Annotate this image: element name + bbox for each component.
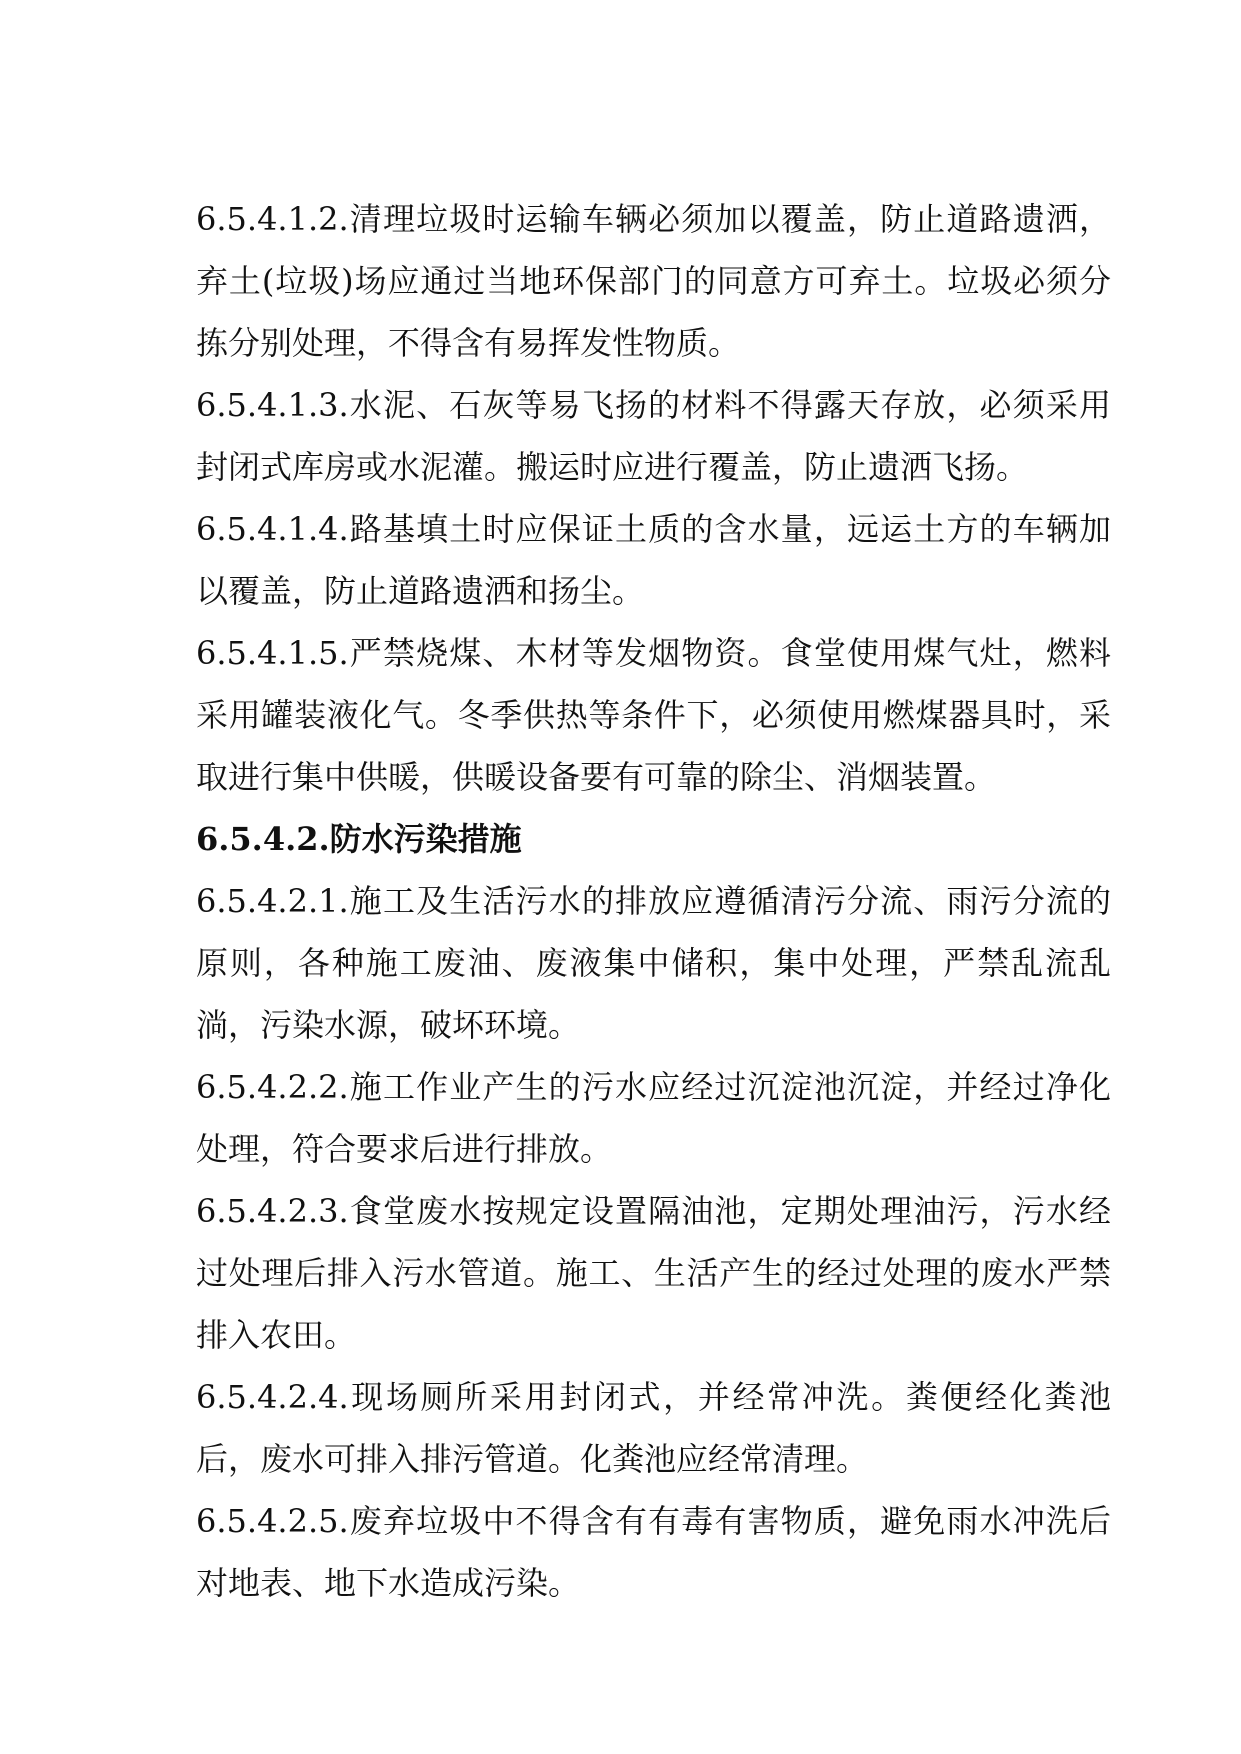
paragraph-6-5-4-1-2: 6.5.4.1.2.清理垃圾时运输车辆必须加以覆盖，防止道路遗洒，弃土(垃圾)场应通过当地环保部门的同意方可弃土。垃圾必须分拣分别处理，不得含有易挥发性物质。: [196, 200, 1111, 362]
paragraph-6-5-4-2-4: 6.5.4.2.4.现场厕所采用封闭式，并经常冲洗。粪便经化粪池后，废水可排入排污管道。化粪池应经常清理。: [196, 1378, 1111, 1478]
paragraph-6-5-4-1-3: 6.5.4.1.3.水泥、石灰等易飞扬的材料不得露天存放，必须采用封闭式库房或水泥灌。搬运时应进行覆盖，防止遗洒飞扬。: [196, 386, 1111, 486]
paragraph-6-5-4-2-5: 6.5.4.2.5.废弃垃圾中不得含有有毒有害物质，避免雨水冲洗后对地表、地下水造成污染。: [196, 1502, 1111, 1602]
section-heading-6-5-4-2: 6.5.4.2.防水污染措施: [196, 820, 522, 858]
paragraph-6-5-4-1-4: 6.5.4.1.4.路基填土时应保证土质的含水量，远运土方的车辆加以覆盖，防止道路遗洒和扬尘。: [196, 510, 1111, 610]
paragraph-6-5-4-1-5: 6.5.4.1.5.严禁烧煤、木材等发烟物资。食堂使用煤气灶，燃料采用罐装液化气。冬季供热等条件下，必须使用燃煤器具时，采取进行集中供暖，供暖设备要有可靠的除尘、消烟装置。: [196, 634, 1111, 796]
document-body: [196, 188, 1111, 1614]
paragraph-6-5-4-2-2: 6.5.4.2.2.施工作业产生的污水应经过沉淀池沉淀，并经过净化处理，符合要求后进行排放。: [196, 1068, 1111, 1168]
paragraph-6-5-4-2-3: 6.5.4.2.3.食堂废水按规定设置隔油池，定期处理油污，污水经过处理后排入污水管道。施工、生活产生的经过处理的废水严禁排入农田。: [196, 1192, 1111, 1354]
paragraph-6-5-4-2-1: 6.5.4.2.1.施工及生活污水的排放应遵循清污分流、雨污分流的原则，各种施工废油、废液集中储积，集中处理，严禁乱流乱淌，污染水源，破坏环境。: [196, 882, 1111, 1044]
